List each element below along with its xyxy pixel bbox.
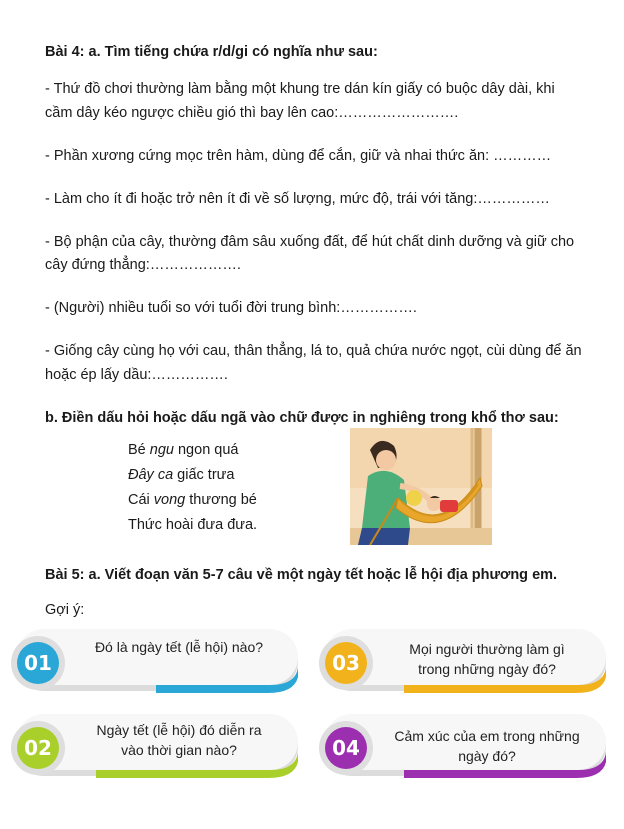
item3-line1: - Làm cho ít đi hoặc trở nên ít đi về số lượng, mức độ, trái với tăng:…………… — [45, 191, 550, 207]
item2-line1: - Phần xương cứng mọc trên hàm, dùng để cắn, giữ và nhai thức ăn: ………… — [45, 148, 552, 164]
card-01-line1: Đó là ngày tết (lễ hội) nào? — [94, 639, 264, 655]
item1-line1: - Thứ đồ chơi thường làm bằng một khung tre dán kín giấy có buộc dây dài, khi — [45, 81, 555, 97]
item1-line2: cầm dây kéo ngược chiều gió thì bay lên cao:……………………. — [45, 105, 459, 121]
card-03-line2: trong những ngày đó? — [418, 661, 556, 677]
card-02-line1: Ngày tết (lễ hội) đó diễn ra — [96, 722, 262, 738]
bai4-heading: Bài 4: a. Tìm tiếng chứa r/d/gi có nghĩa như sau: — [45, 44, 378, 60]
card-04-line1: Cảm xúc của em trong những — [394, 728, 580, 744]
hint-card-01 — [6, 627, 304, 697]
hint-card-02 — [6, 712, 304, 782]
card-03-line1: Mọi người thường làm gì — [409, 641, 565, 657]
poem-line-1: Bé ngu ngon quá — [128, 442, 239, 458]
card-number-01: 01 — [24, 651, 52, 675]
poem-line-4: Thức hoài đưa đưa. — [128, 517, 258, 533]
hint-card-03 — [314, 627, 612, 697]
poem-line-3: Cái vong thương bé — [128, 492, 257, 508]
item4-line1: - Bộ phận của cây, thường đâm sâu xuống đất, để hút chất dinh dưỡng và giữ cho — [45, 234, 575, 250]
item5-line1: - (Người) nhiều tuổi so với tuổi đời trung bình:……………. — [45, 300, 417, 316]
poem-line-2: Đây ca giấc trưa — [128, 467, 235, 483]
item4-line2: cây đứng thẳng:………………. — [45, 257, 241, 273]
card-number-02: 02 — [24, 736, 52, 760]
hint-card-04 — [314, 712, 612, 782]
card-number-04: 04 — [332, 736, 360, 760]
mother-cradle-illustration — [350, 428, 492, 545]
card-number-03: 03 — [332, 651, 360, 675]
card-02-line2: vào thời gian nào? — [121, 742, 237, 758]
item6-line1: - Giống cây cùng họ với cau, thân thẳng, lá to, quả chứa nước ngọt, cùi dùng để ăn — [45, 343, 582, 359]
hint-label: Gợi ý: — [45, 602, 85, 618]
item6-line2: hoặc ép lấy dầu:……………. — [45, 367, 228, 383]
card-04-line2: ngày đó? — [458, 748, 516, 764]
part-b-heading: b. Điền dấu hỏi hoặc dấu ngã vào chữ được in nghiêng trong khổ thơ sau: — [45, 410, 559, 426]
bai5-heading: Bài 5: a. Viết đoạn văn 5-7 câu về một ngày tết hoặc lễ hội địa phương em. — [45, 567, 558, 583]
